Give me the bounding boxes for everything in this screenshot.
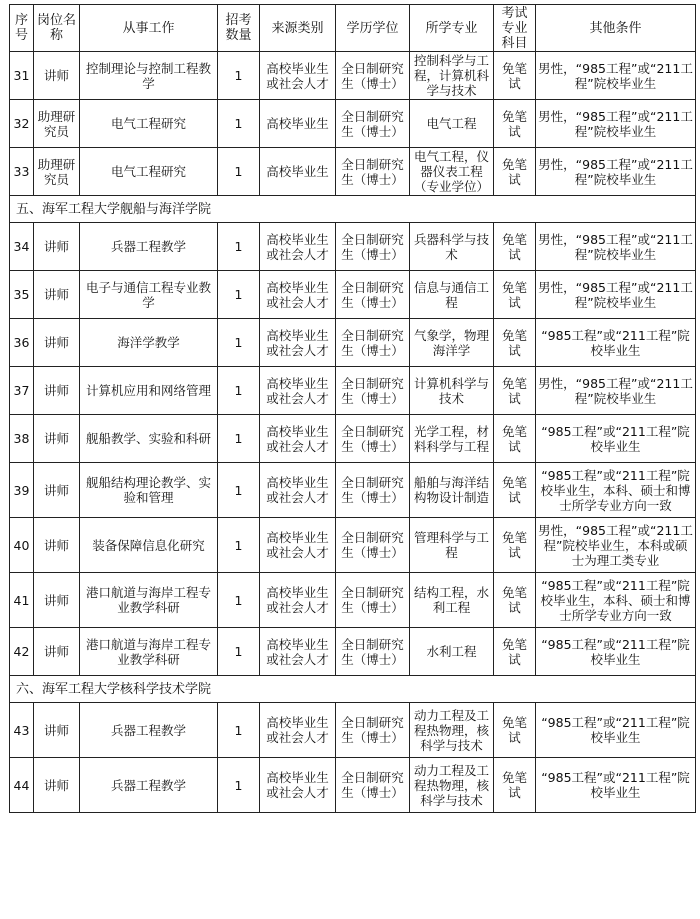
cell-work: 控制理论与控制工程教学 bbox=[80, 52, 218, 100]
table-row bbox=[10, 415, 696, 463]
cell-source: 高校毕业生或社会人才 bbox=[260, 463, 336, 518]
header-row bbox=[10, 5, 696, 52]
cell-conditions: 男性，“985工程”或“211工程”院校毕业生 bbox=[536, 367, 696, 415]
cell-conditions: “985工程”或“211工程”院校毕业生 bbox=[536, 703, 696, 758]
cell-post: 讲师 bbox=[34, 518, 80, 573]
cell-conditions: 男性，“985工程”或“211工程”院校毕业生 bbox=[536, 52, 696, 100]
cell-no: 40 bbox=[10, 518, 34, 573]
table-row bbox=[10, 628, 696, 676]
section-title: 五、海军工程大学舰船与海洋学院 bbox=[10, 196, 696, 223]
cell-count: 1 bbox=[218, 415, 260, 463]
cell-exam: 免笔试 bbox=[494, 271, 536, 319]
table-row bbox=[10, 52, 696, 100]
cell-no: 39 bbox=[10, 463, 34, 518]
cell-count: 1 bbox=[218, 100, 260, 148]
cell-major: 动力工程及工程热物理，核科学与技术 bbox=[410, 758, 494, 813]
cell-major: 电气工程 bbox=[410, 100, 494, 148]
cell-work: 兵器工程教学 bbox=[80, 758, 218, 813]
cell-source: 高校毕业生或社会人才 bbox=[260, 319, 336, 367]
cell-conditions: 男性，“985工程”或“211工程”院校毕业生 bbox=[536, 148, 696, 196]
cell-degree: 全日制研究生（博士） bbox=[336, 148, 410, 196]
cell-major: 控制科学与工程，计算机科学与技术 bbox=[410, 52, 494, 100]
cell-post: 讲师 bbox=[34, 703, 80, 758]
cell-major: 动力工程及工程热物理，核科学与技术 bbox=[410, 703, 494, 758]
cell-major: 光学工程，材料科学与工程 bbox=[410, 415, 494, 463]
header-exam: 考试专业科目 bbox=[494, 5, 536, 52]
cell-source: 高校毕业生或社会人才 bbox=[260, 223, 336, 271]
cell-no: 36 bbox=[10, 319, 34, 367]
cell-degree: 全日制研究生（博士） bbox=[336, 703, 410, 758]
cell-work: 计算机应用和网络管理 bbox=[80, 367, 218, 415]
cell-count: 1 bbox=[218, 463, 260, 518]
cell-conditions: 男性，“985工程”或“211工程”院校毕业生 bbox=[536, 271, 696, 319]
cell-conditions: 男性，“985工程”或“211工程”院校毕业生 bbox=[536, 100, 696, 148]
cell-major: 兵器科学与技术 bbox=[410, 223, 494, 271]
cell-degree: 全日制研究生（博士） bbox=[336, 223, 410, 271]
cell-no: 44 bbox=[10, 758, 34, 813]
cell-exam: 免笔试 bbox=[494, 319, 536, 367]
cell-work: 舰船教学、实验和科研 bbox=[80, 415, 218, 463]
cell-no: 42 bbox=[10, 628, 34, 676]
cell-work: 港口航道与海岸工程专业教学科研 bbox=[80, 573, 218, 628]
cell-degree: 全日制研究生（博士） bbox=[336, 52, 410, 100]
cell-post: 讲师 bbox=[34, 319, 80, 367]
cell-count: 1 bbox=[218, 148, 260, 196]
cell-count: 1 bbox=[218, 628, 260, 676]
cell-exam: 免笔试 bbox=[494, 415, 536, 463]
cell-degree: 全日制研究生（博士） bbox=[336, 463, 410, 518]
cell-source: 高校毕业生 bbox=[260, 100, 336, 148]
cell-conditions: “985工程”或“211工程”院校毕业生 bbox=[536, 415, 696, 463]
cell-major: 结构工程，水利工程 bbox=[410, 573, 494, 628]
cell-exam: 免笔试 bbox=[494, 52, 536, 100]
cell-post: 助理研究员 bbox=[34, 148, 80, 196]
cell-post: 助理研究员 bbox=[34, 100, 80, 148]
table-row bbox=[10, 223, 696, 271]
cell-no: 33 bbox=[10, 148, 34, 196]
cell-exam: 免笔试 bbox=[494, 100, 536, 148]
cell-post: 讲师 bbox=[34, 52, 80, 100]
table-row bbox=[10, 758, 696, 813]
cell-source: 高校毕业生或社会人才 bbox=[260, 518, 336, 573]
cell-degree: 全日制研究生（博士） bbox=[336, 367, 410, 415]
cell-work: 海洋学教学 bbox=[80, 319, 218, 367]
cell-conditions: 男性，“985工程”或“211工程”院校毕业生，本科或硕士为理工类专业 bbox=[536, 518, 696, 573]
cell-no: 32 bbox=[10, 100, 34, 148]
cell-count: 1 bbox=[218, 52, 260, 100]
cell-work: 舰船结构理论教学、实验和管理 bbox=[80, 463, 218, 518]
cell-post: 讲师 bbox=[34, 628, 80, 676]
header-degree: 学历学位 bbox=[336, 5, 410, 52]
cell-degree: 全日制研究生（博士） bbox=[336, 319, 410, 367]
cell-conditions: “985工程”或“211工程”院校毕业生 bbox=[536, 319, 696, 367]
cell-exam: 免笔试 bbox=[494, 703, 536, 758]
cell-degree: 全日制研究生（博士） bbox=[336, 758, 410, 813]
cell-conditions: “985工程”或“211工程”院校毕业生 bbox=[536, 628, 696, 676]
cell-conditions: “985工程”或“211工程”院校毕业生，本科、硕士和博士所学专业方向一致 bbox=[536, 463, 696, 518]
cell-post: 讲师 bbox=[34, 415, 80, 463]
cell-work: 港口航道与海岸工程专业教学科研 bbox=[80, 628, 218, 676]
cell-source: 高校毕业生或社会人才 bbox=[260, 52, 336, 100]
cell-count: 1 bbox=[218, 367, 260, 415]
cell-major: 信息与通信工程 bbox=[410, 271, 494, 319]
cell-count: 1 bbox=[218, 223, 260, 271]
cell-count: 1 bbox=[218, 758, 260, 813]
cell-exam: 免笔试 bbox=[494, 573, 536, 628]
table-row bbox=[10, 271, 696, 319]
cell-major: 管理科学与工程 bbox=[410, 518, 494, 573]
cell-work: 兵器工程教学 bbox=[80, 223, 218, 271]
cell-count: 1 bbox=[218, 271, 260, 319]
cell-degree: 全日制研究生（博士） bbox=[336, 573, 410, 628]
cell-major: 气象学，物理海洋学 bbox=[410, 319, 494, 367]
cell-exam: 免笔试 bbox=[494, 148, 536, 196]
cell-major: 水利工程 bbox=[410, 628, 494, 676]
cell-work: 兵器工程教学 bbox=[80, 703, 218, 758]
cell-source: 高校毕业生或社会人才 bbox=[260, 703, 336, 758]
cell-post: 讲师 bbox=[34, 758, 80, 813]
cell-post: 讲师 bbox=[34, 573, 80, 628]
cell-count: 1 bbox=[218, 319, 260, 367]
section-row bbox=[10, 676, 696, 703]
cell-conditions: “985工程”或“211工程”院校毕业生 bbox=[536, 758, 696, 813]
table-row bbox=[10, 148, 696, 196]
cell-major: 电气工程，仪器仪表工程（专业学位） bbox=[410, 148, 494, 196]
cell-post: 讲师 bbox=[34, 367, 80, 415]
cell-exam: 免笔试 bbox=[494, 628, 536, 676]
table-row bbox=[10, 367, 696, 415]
cell-major: 船舶与海洋结构物设计制造 bbox=[410, 463, 494, 518]
cell-degree: 全日制研究生（博士） bbox=[336, 415, 410, 463]
table-row bbox=[10, 100, 696, 148]
header-conditions: 其他条件 bbox=[536, 5, 696, 52]
cell-source: 高校毕业生或社会人才 bbox=[260, 271, 336, 319]
cell-conditions: “985工程”或“211工程”院校毕业生，本科、硕士和博士所学专业方向一致 bbox=[536, 573, 696, 628]
cell-work: 电气工程研究 bbox=[80, 148, 218, 196]
cell-degree: 全日制研究生（博士） bbox=[336, 518, 410, 573]
cell-source: 高校毕业生或社会人才 bbox=[260, 367, 336, 415]
header-major: 所学专业 bbox=[410, 5, 494, 52]
cell-degree: 全日制研究生（博士） bbox=[336, 100, 410, 148]
cell-exam: 免笔试 bbox=[494, 518, 536, 573]
cell-source: 高校毕业生 bbox=[260, 148, 336, 196]
section-title: 六、海军工程大学核科学技术学院 bbox=[10, 676, 696, 703]
cell-degree: 全日制研究生（博士） bbox=[336, 628, 410, 676]
cell-no: 38 bbox=[10, 415, 34, 463]
cell-source: 高校毕业生或社会人才 bbox=[260, 415, 336, 463]
cell-exam: 免笔试 bbox=[494, 463, 536, 518]
recruitment-table bbox=[9, 4, 696, 813]
cell-work: 电子与通信工程专业教学 bbox=[80, 271, 218, 319]
table-row bbox=[10, 703, 696, 758]
cell-major: 计算机科学与技术 bbox=[410, 367, 494, 415]
cell-degree: 全日制研究生（博士） bbox=[336, 271, 410, 319]
header-count: 招考数量 bbox=[218, 5, 260, 52]
cell-exam: 免笔试 bbox=[494, 223, 536, 271]
cell-no: 43 bbox=[10, 703, 34, 758]
cell-no: 37 bbox=[10, 367, 34, 415]
header-work: 从事工作 bbox=[80, 5, 218, 52]
cell-work: 电气工程研究 bbox=[80, 100, 218, 148]
header-source: 来源类别 bbox=[260, 5, 336, 52]
cell-no: 35 bbox=[10, 271, 34, 319]
table-row bbox=[10, 518, 696, 573]
header-post: 岗位名称 bbox=[34, 5, 80, 52]
cell-no: 41 bbox=[10, 573, 34, 628]
cell-post: 讲师 bbox=[34, 463, 80, 518]
table-row bbox=[10, 463, 696, 518]
cell-post: 讲师 bbox=[34, 223, 80, 271]
cell-source: 高校毕业生或社会人才 bbox=[260, 573, 336, 628]
cell-count: 1 bbox=[218, 573, 260, 628]
cell-work: 装备保障信息化研究 bbox=[80, 518, 218, 573]
cell-no: 31 bbox=[10, 52, 34, 100]
cell-exam: 免笔试 bbox=[494, 367, 536, 415]
cell-conditions: 男性，“985工程”或“211工程”院校毕业生 bbox=[536, 223, 696, 271]
cell-source: 高校毕业生或社会人才 bbox=[260, 628, 336, 676]
cell-no: 34 bbox=[10, 223, 34, 271]
cell-exam: 免笔试 bbox=[494, 758, 536, 813]
cell-post: 讲师 bbox=[34, 271, 80, 319]
table-row bbox=[10, 573, 696, 628]
table-row bbox=[10, 319, 696, 367]
cell-count: 1 bbox=[218, 703, 260, 758]
cell-source: 高校毕业生或社会人才 bbox=[260, 758, 336, 813]
cell-count: 1 bbox=[218, 518, 260, 573]
header-no: 序号 bbox=[10, 5, 34, 52]
section-row bbox=[10, 196, 696, 223]
